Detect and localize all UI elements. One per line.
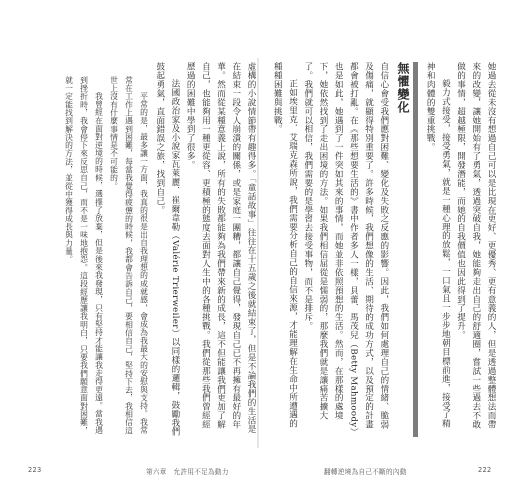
quote-paragraph: 平常的是，最多讓一方面，我真的很是出自我理想的成就感，會成為我最大的安慰與支持。我常常在工作上遇到困難，每當我覺得疲憊的時候，我都會告訴自己，要相信自己，堅持下去，我相信這世上沒有什麼事情是不可能的。	[109, 76, 149, 435]
paragraph: 法國政治家及小說家瓦萊麗．崔爾韋勒（Valérie Trierweiler）以同樣的邏輯，鼓勵我們鼓起勇氣，直面錯誤之旅，找到自己。	[154, 62, 180, 437]
left-running-title: 第六章 允許用不足為動力	[146, 468, 229, 476]
right-page-text	[269, 62, 498, 437]
paragraph: 毅力式接受，接受勇氣，就是一種心理的放鬆，一口氣且一步步地朝目標前進，接受了精神和肉體的雙重挑戰。	[425, 62, 451, 429]
block-quote	[62, 76, 152, 437]
paragraph: 她過去從未沒有想過自己可以是比現在更好、更優秀、更有意義的人，但是透過整體想法而帶來的改變，讓她開始有了勇氣，透過突破自我，她能夠走出自己的舒適圈，嘗試一些過去不敢做的事情，超越極限，開發潛能，而她的自我價值也因此得到了提升。	[455, 62, 496, 429]
paragraph: 自信心會受我們應對困難、變化及失敗之反應的影響。因此，我們如何處理自己的情緒、脆弱及傷痛，就顯得特別重要了。許多時候，我們想像的生活、期待的成功方式，以及預定的計畫都會被打亂。在《那些想要生活的》書中作者多人一樣，貝蕾．馬茂兒（Betty Mahmoody）也是如此，她遇到了一件突如其來的事情，而她並非依照預想的生活。然而，在那樣的處境下，她依然找到了走出困境的方法。如果我們相信屈從是懦弱的，那麼我們就是讓痛苦擴大了。我們就可以相信，我們需要的是學習去接受事物，而不是排斥。	[302, 62, 389, 437]
right-page	[262, 62, 498, 444]
paragraph: 虛構的小說情節帶有趣得多。「童話故事」往往在十五歲之後就結束了，但是不論我們的生活是在結束一段令人崩潰的關係，或是家庭一團糟，都讓自己覺得，發現自己已不再擁有最好的年華。然而從某種意義上說，所有的失敗都能夠為我們帶來新的成長，這不但能讓我們更加了解自己，也能夠用一種更從容、更積極的態度去面對人生中的各種挑戰。我們從那些我們曾經經歷過的困難中學到了很多。	[185, 62, 256, 434]
left-page-text	[62, 62, 258, 437]
section-heading: 無懼變化	[395, 62, 418, 437]
paragraph: 正如埃里克．艾瑞克森所說，我們需要分析自己的自信來源，才能理解在生命中所遭遇的種種困難與挑戰。	[272, 62, 298, 429]
right-running-title: 翻轉逆境為自己不斷的內動	[324, 468, 407, 476]
left-page-number: 223	[28, 466, 42, 474]
quote-paragraph: 我曾經在面對逆境的時候，選擇了放棄，但是後來我發現，只有堅持才能讓我走得更遠。當我遇到挫折時，我會停下來反思自己，而不是一味地抱怨。這段經歷讓我明白，只要我們願意面對困難，就一定能找到解決的方法，並從中獲得成長與力量。	[64, 76, 104, 435]
right-page-number: 222	[478, 466, 492, 474]
left-page	[22, 62, 258, 444]
